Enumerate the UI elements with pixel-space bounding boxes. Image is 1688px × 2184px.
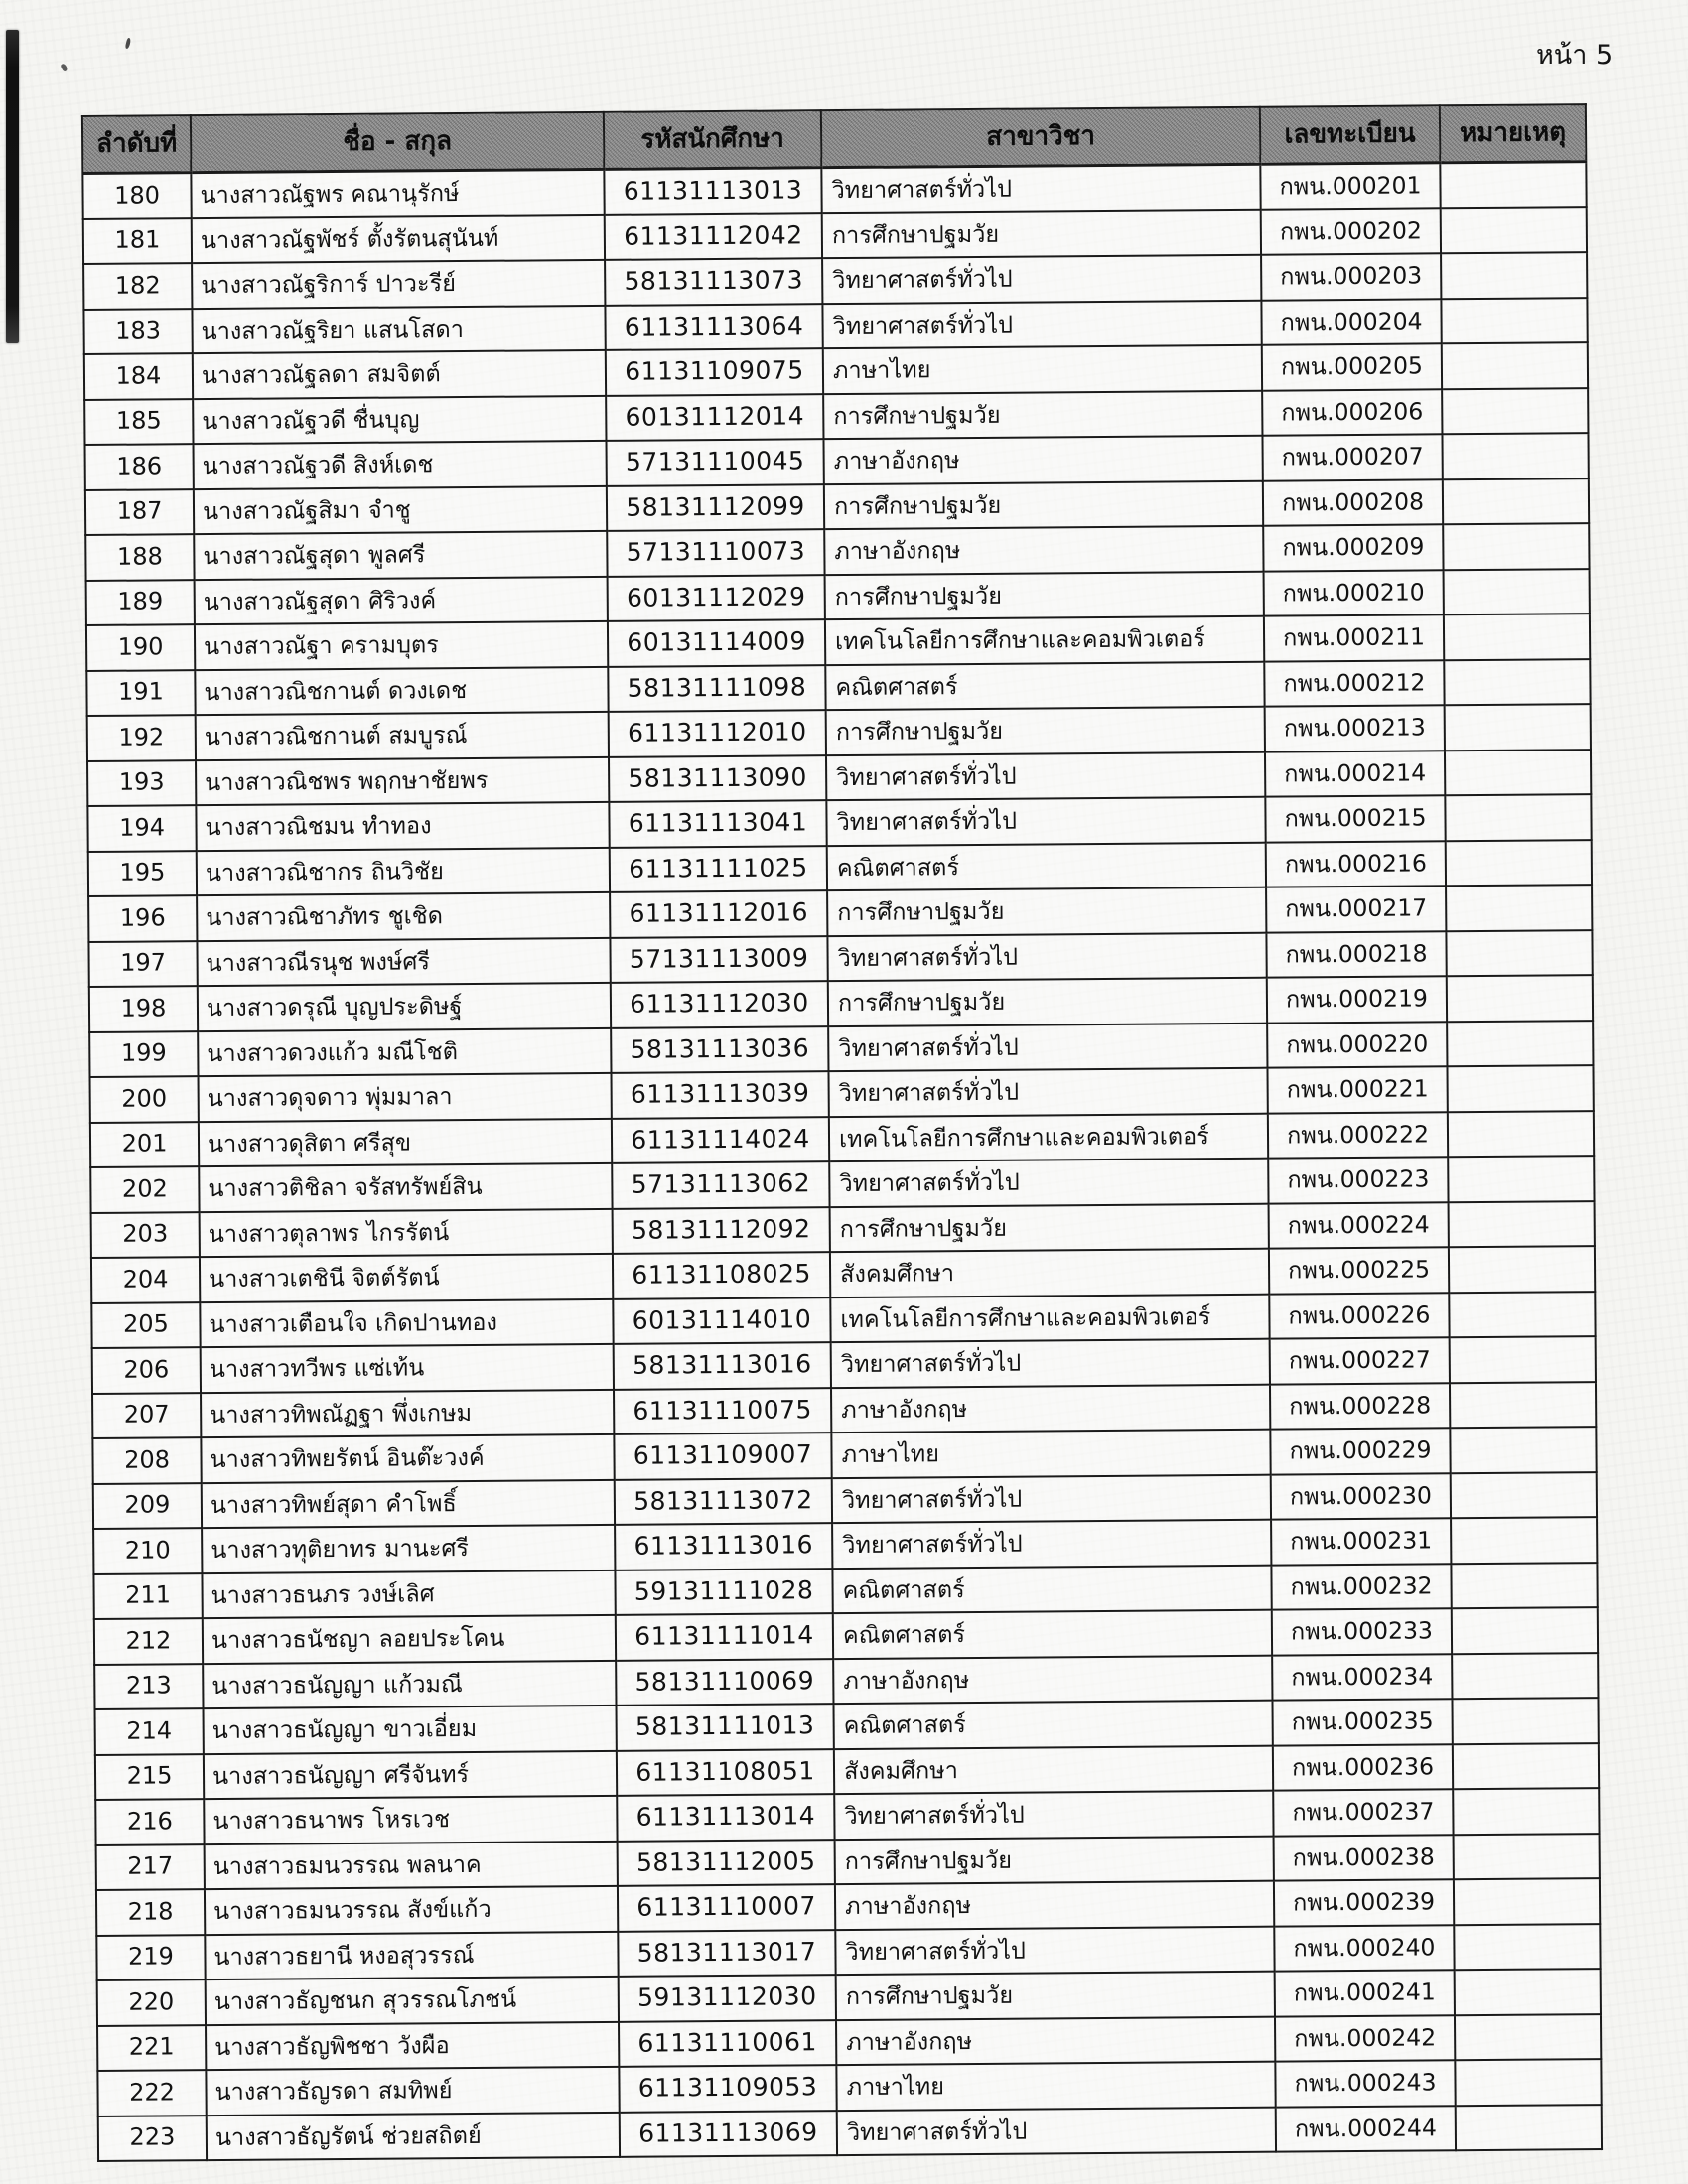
- cell-reg_no: กพน.000225: [1269, 1247, 1449, 1294]
- cell-reg_no: กพน.000220: [1267, 1022, 1447, 1068]
- student-registry: [81, 103, 1603, 2162]
- cell-reg_no: กพน.000207: [1262, 434, 1442, 480]
- student-table-body: [82, 162, 1602, 2161]
- cell-remark: [1454, 1834, 1600, 1880]
- cell-remark: [1443, 478, 1589, 525]
- column-header-remark: หมายเหตุ: [1440, 104, 1586, 163]
- cell-name: นางสาวธนัญญา ขาวเอี่ยม: [204, 1706, 617, 1754]
- cell-order: 187: [85, 489, 194, 535]
- cell-reg_no: กพน.000202: [1261, 208, 1441, 255]
- cell-student_id: 58131113072: [615, 1478, 832, 1525]
- cell-order: 181: [83, 218, 192, 264]
- cell-reg_no: กพน.000210: [1264, 570, 1444, 616]
- cell-reg_no: กพน.000242: [1275, 2015, 1455, 2062]
- cell-order: 186: [85, 444, 194, 489]
- cell-name: นางสาวณิชากร ถินวิชัย: [197, 847, 610, 895]
- cell-remark: [1453, 1788, 1599, 1835]
- cell-student_id: 61131113039: [611, 1071, 828, 1118]
- cell-major: วิทยาศาสตร์ทั่วไป: [837, 2107, 1276, 2155]
- cell-remark: [1455, 2059, 1601, 2106]
- cell-reg_no: กพน.000241: [1275, 1970, 1455, 2016]
- cell-name: นางสาวธัญรัตน์ ช่วยสถิตย์: [207, 2112, 620, 2160]
- cell-major: การศึกษาปฐมวัย: [827, 887, 1266, 936]
- cell-name: นางสาวทิพย์สุดา คำโพธิ์: [202, 1479, 615, 1528]
- cell-major: ภาษาไทย: [836, 2062, 1275, 2111]
- cell-major: วิทยาศาสตร์ทั่วไป: [829, 1159, 1268, 1207]
- cell-student_id: 60131112014: [606, 394, 823, 441]
- cell-order: 184: [84, 353, 193, 399]
- cell-reg_no: กพน.000228: [1270, 1383, 1450, 1430]
- cell-major: คณิตศาสตร์: [833, 1701, 1272, 1749]
- cell-major: คณิตศาสตร์: [833, 1610, 1272, 1659]
- cell-major: การศึกษาปฐมวัย: [828, 978, 1267, 1026]
- cell-major: การศึกษาปฐมวัย: [835, 1836, 1274, 1884]
- cell-order: 189: [86, 580, 195, 625]
- cell-name: นางสาวณัฐลดา สมจิตต์: [193, 350, 606, 399]
- cell-order: 196: [88, 895, 197, 941]
- cell-student_id: 58131111098: [608, 665, 825, 712]
- cell-name: นางสาวตุลาพร ไกรรัตน์: [200, 1208, 613, 1257]
- cell-remark: [1449, 1246, 1595, 1293]
- cell-order: 191: [86, 670, 195, 716]
- cell-student_id: 59131111028: [615, 1569, 832, 1615]
- cell-order: 211: [93, 1573, 202, 1619]
- cell-major: ภาษาไทย: [831, 1430, 1270, 1478]
- cell-remark: [1446, 885, 1592, 931]
- cell-name: นางสาวทิพยรัตน์ อินต๊ะวงค์: [201, 1434, 614, 1483]
- cell-order: 223: [98, 2116, 207, 2161]
- cell-student_id: 57131110073: [607, 529, 824, 576]
- cell-major: ภาษาอังกฤษ: [824, 526, 1263, 575]
- cell-remark: [1446, 930, 1592, 977]
- cell-remark: [1455, 2014, 1601, 2061]
- cell-student_id: 61131113016: [615, 1523, 832, 1570]
- cell-order: 216: [95, 1799, 204, 1844]
- cell-major: วิทยาศาสตร์ทั่วไป: [822, 300, 1261, 348]
- cell-name: นางสาวณัฐริการ์ ปาวะรีย์: [192, 260, 605, 309]
- cell-student_id: 61131111025: [610, 846, 827, 892]
- cell-order: 203: [91, 1212, 200, 1258]
- cell-remark: [1454, 1878, 1600, 1925]
- cell-major: ภาษาไทย: [823, 345, 1262, 394]
- cell-student_id: 61131113041: [609, 800, 826, 847]
- cell-order: 194: [87, 805, 196, 851]
- cell-remark: [1450, 1336, 1596, 1383]
- cell-student_id: 58131113036: [611, 1026, 828, 1073]
- cell-remark: [1444, 659, 1590, 706]
- cell-order: 213: [94, 1664, 203, 1709]
- cell-major: การศึกษาปฐมวัย: [836, 1972, 1275, 2020]
- cell-remark: [1445, 704, 1591, 751]
- cell-major: วิทยาศาสตร์ทั่วไป: [834, 1791, 1273, 1840]
- cell-name: นางสาวธนัญญา ศรีจันทร์: [204, 1750, 617, 1799]
- cell-name: นางสาวเตชินี จิตต์รัตน์: [200, 1254, 613, 1302]
- cell-order: 200: [90, 1076, 199, 1122]
- cell-remark: [1451, 1517, 1597, 1564]
- cell-reg_no: กพน.000215: [1265, 795, 1445, 842]
- cell-remark: [1452, 1607, 1598, 1654]
- cell-name: นางสาวธมนวรรณ พลนาค: [205, 1841, 618, 1889]
- cell-reg_no: กพน.000218: [1266, 931, 1446, 978]
- cell-student_id: 61131114024: [612, 1117, 829, 1163]
- cell-order: 214: [95, 1708, 204, 1754]
- cell-order: 207: [92, 1393, 201, 1438]
- cell-name: นางสาวณัฐวดี ชื่นบุญ: [193, 395, 606, 444]
- cell-major: คณิตศาสตร์: [832, 1565, 1271, 1613]
- cell-reg_no: กพน.000224: [1269, 1202, 1449, 1249]
- cell-student_id: 61131110075: [614, 1388, 831, 1434]
- cell-name: นางสาวทิพณัฏฐา พึ่งเกษม: [201, 1389, 614, 1437]
- cell-order: 195: [88, 851, 197, 896]
- cell-major: วิทยาศาสตร์ทั่วไป: [832, 1520, 1271, 1569]
- scan-speck: [125, 38, 132, 50]
- cell-order: 205: [91, 1302, 200, 1348]
- cell-remark: [1447, 1021, 1593, 1067]
- cell-major: คณิตศาสตร์: [825, 661, 1264, 710]
- cell-order: 183: [83, 309, 192, 354]
- cell-order: 219: [96, 1935, 205, 1980]
- cell-name: นางสาวธนภร วงษ์เลิศ: [202, 1570, 615, 1618]
- cell-remark: [1445, 794, 1591, 841]
- cell-major: ภาษาอังกฤษ: [836, 2016, 1275, 2065]
- column-header-name: ชื่อ - สกุล: [191, 112, 604, 173]
- cell-remark: [1456, 2105, 1602, 2151]
- cell-reg_no: กพน.000238: [1274, 1835, 1454, 1881]
- cell-student_id: 61131113069: [620, 2111, 837, 2157]
- cell-order: 217: [96, 1844, 205, 1890]
- cell-name: นางสาวดุสิตา ศรีสุข: [199, 1118, 612, 1166]
- cell-reg_no: กพน.000240: [1274, 1925, 1454, 1972]
- cell-reg_no: กพน.000223: [1268, 1157, 1448, 1203]
- cell-remark: [1446, 840, 1592, 887]
- cell-student_id: 58131110069: [616, 1659, 833, 1706]
- cell-student_id: 58131111013: [616, 1704, 833, 1750]
- cell-student_id: 61131113014: [617, 1794, 834, 1841]
- cell-major: วิทยาศาสตร์ทั่วไป: [826, 797, 1265, 846]
- cell-major: วิทยาศาสตร์ทั่วไป: [822, 255, 1261, 304]
- cell-remark: [1442, 433, 1588, 479]
- cell-major: เทคโนโลยีการศึกษาและคอมพิวเตอร์: [830, 1294, 1269, 1342]
- cell-student_id: 58131113017: [618, 1930, 835, 1977]
- cell-student_id: 61131113064: [605, 304, 822, 350]
- cell-student_id: 60131114009: [608, 619, 825, 666]
- cell-order: 193: [87, 760, 196, 806]
- cell-order: 182: [83, 263, 192, 309]
- cell-remark: [1450, 1382, 1596, 1429]
- cell-reg_no: กพน.000236: [1273, 1744, 1453, 1791]
- cell-name: นางสาวณัฐสิมา จำชู: [194, 485, 607, 534]
- cell-order: 210: [93, 1528, 202, 1573]
- cell-order: 208: [92, 1437, 201, 1483]
- cell-name: นางสาวดุจดาว พุ่มมาลา: [199, 1073, 612, 1122]
- cell-major: การศึกษาปฐมวัย: [830, 1203, 1269, 1252]
- cell-name: นางสาวณีรนุช พงษ์ศรี: [197, 937, 610, 986]
- cell-reg_no: กพน.000232: [1271, 1564, 1451, 1610]
- cell-order: 218: [96, 1889, 205, 1935]
- cell-major: ภาษาอังกฤษ: [835, 1881, 1274, 1930]
- cell-order: 204: [91, 1257, 200, 1302]
- cell-order: 180: [82, 173, 191, 219]
- cell-order: 222: [97, 2070, 206, 2116]
- cell-name: นางสาวณัฐสุดา ศิริวงค์: [195, 576, 608, 624]
- cell-name: นางสาวณัฐา ครามบุตร: [195, 621, 608, 670]
- column-header-major: สาขาวิชา: [821, 107, 1260, 168]
- cell-remark: [1443, 523, 1589, 570]
- cell-reg_no: กพน.000209: [1263, 524, 1443, 571]
- column-header-student-id: รหัสนักศึกษา: [604, 110, 821, 169]
- cell-major: วิทยาศาสตร์ทั่วไป: [821, 164, 1260, 212]
- cell-reg_no: กพน.000208: [1263, 479, 1443, 526]
- cell-student_id: 60131112029: [608, 575, 825, 621]
- cell-order: 220: [97, 1979, 206, 2025]
- column-header-registration-no: เลขทะเบียน: [1260, 105, 1440, 164]
- cell-name: นางสาวธนาพร โหรเวช: [204, 1796, 617, 1844]
- cell-order: 199: [89, 1031, 198, 1077]
- cell-reg_no: กพน.000217: [1266, 886, 1446, 932]
- cell-reg_no: กพน.000243: [1275, 2060, 1455, 2107]
- cell-reg_no: กพน.000234: [1272, 1654, 1452, 1701]
- cell-student_id: 61131110061: [619, 2020, 836, 2067]
- cell-name: นางสาวณิชมน ทำทอง: [196, 802, 609, 851]
- cell-reg_no: กพน.000212: [1264, 660, 1444, 707]
- cell-name: นางสาวธัญพิชชา วังผือ: [206, 2021, 619, 2070]
- cell-major: สังคมศึกษา: [830, 1249, 1269, 1297]
- scan-artifact-strip: [6, 30, 19, 343]
- cell-major: สังคมศึกษา: [834, 1745, 1273, 1794]
- cell-reg_no: กพน.000203: [1261, 253, 1441, 300]
- cell-name: นางสาวณิชกานต์ สมบูรณ์: [196, 712, 609, 760]
- cell-reg_no: กพน.000213: [1265, 705, 1445, 751]
- cell-remark: [1449, 1201, 1595, 1248]
- cell-order: 202: [90, 1166, 199, 1212]
- cell-reg_no: กพน.000226: [1269, 1293, 1449, 1339]
- cell-reg_no: กพน.000229: [1270, 1428, 1450, 1474]
- column-header-order: ลำดับที่: [82, 115, 191, 173]
- cell-student_id: 57131113062: [612, 1161, 829, 1208]
- cell-major: การศึกษาปฐมวัย: [826, 707, 1265, 755]
- cell-order: 209: [93, 1483, 202, 1529]
- cell-student_id: 58131113016: [614, 1342, 831, 1389]
- cell-name: นางสาวณัฐพร คณานุรักษ์: [191, 169, 604, 217]
- cell-name: นางสาวธัญชนก สุวรรณโภชน์: [206, 1977, 619, 2025]
- cell-remark: [1442, 388, 1588, 435]
- cell-major: ภาษาอังกฤษ: [833, 1655, 1272, 1704]
- cell-remark: [1441, 298, 1587, 344]
- cell-order: 197: [88, 941, 197, 987]
- cell-order: 221: [97, 2025, 206, 2071]
- cell-order: 215: [95, 1754, 204, 1800]
- cell-student_id: 61131112010: [609, 710, 826, 756]
- cell-reg_no: กพน.000205: [1262, 343, 1442, 390]
- cell-reg_no: กพน.000219: [1267, 976, 1447, 1023]
- cell-student_id: 57131110045: [606, 439, 823, 485]
- cell-name: นางสาวทวีพร แซ่เท้น: [201, 1344, 614, 1393]
- cell-reg_no: กพน.000216: [1266, 841, 1446, 887]
- cell-remark: [1452, 1698, 1598, 1744]
- cell-remark: [1448, 1111, 1594, 1158]
- cell-remark: [1453, 1743, 1599, 1790]
- cell-reg_no: กพน.000204: [1261, 299, 1441, 345]
- cell-student_id: 58131113090: [609, 755, 826, 802]
- cell-student_id: 57131113009: [610, 936, 827, 983]
- cell-major: การศึกษาปฐมวัย: [822, 209, 1261, 258]
- cell-remark: [1441, 207, 1587, 254]
- cell-name: นางสาวธัญรดา สมทิพย์: [206, 2067, 619, 2116]
- cell-student_id: 58131113073: [605, 258, 822, 305]
- cell-major: วิทยาศาสตร์ทั่วไป: [831, 1339, 1270, 1388]
- cell-student_id: 58131112099: [607, 484, 824, 531]
- cell-major: วิทยาศาสตร์ทั่วไป: [832, 1474, 1271, 1523]
- cell-student_id: 61131112042: [605, 213, 822, 260]
- cell-reg_no: กพน.000239: [1274, 1879, 1454, 1926]
- cell-reg_no: กพน.000214: [1265, 751, 1445, 797]
- cell-remark: [1444, 614, 1590, 660]
- cell-major: เทคโนโลยีการศึกษาและคอมพิวเตอร์: [825, 616, 1264, 665]
- cell-order: 185: [84, 399, 193, 445]
- cell-remark: [1451, 1563, 1597, 1609]
- cell-major: เทคโนโลยีการศึกษาและคอมพิวเตอร์: [829, 1113, 1268, 1161]
- cell-major: วิทยาศาสตร์ทั่วไป: [827, 932, 1266, 981]
- cell-name: นางสาวติชิลา จรัสทรัพย์สิน: [199, 1163, 612, 1212]
- cell-reg_no: กพน.000244: [1276, 2106, 1456, 2152]
- cell-reg_no: กพน.000221: [1267, 1066, 1447, 1113]
- cell-student_id: 61131112016: [610, 890, 827, 937]
- cell-student_id: 61131109053: [619, 2065, 836, 2112]
- cell-remark: [1451, 1472, 1597, 1519]
- cell-name: นางสาวณัฐวดี สิงห์เดช: [194, 441, 607, 489]
- cell-remark: [1441, 252, 1587, 299]
- cell-name: นางสาวเตือนใจ เกิดปานทอง: [200, 1298, 613, 1347]
- page-number: หน้า 5: [1536, 40, 1614, 70]
- cell-reg_no: กพน.000235: [1272, 1699, 1452, 1745]
- student-registry-table: [81, 103, 1603, 2162]
- cell-name: นางสาวทุติยาทร มานะศรี: [202, 1525, 615, 1573]
- cell-name: นางสาวดรุณี บุญประดิษฐ์: [198, 983, 611, 1031]
- cell-major: วิทยาศาสตร์ทั่วไป: [828, 1023, 1267, 1071]
- cell-major: วิทยาศาสตร์ทั่วไป: [828, 1068, 1267, 1117]
- cell-remark: [1447, 975, 1593, 1022]
- cell-student_id: 61131109007: [614, 1433, 831, 1479]
- cell-student_id: 58131112092: [613, 1207, 830, 1254]
- cell-order: 190: [86, 624, 195, 670]
- cell-name: นางสาวณัฐสุดา พูลศรี: [194, 531, 607, 580]
- cell-name: นางสาวธนัญญา แก้วมณี: [203, 1660, 616, 1708]
- cell-name: นางสาวณิชพร พฤกษาชัยพร: [196, 756, 609, 805]
- cell-reg_no: กพน.000222: [1268, 1112, 1448, 1159]
- cell-major: ภาษาอังกฤษ: [831, 1384, 1270, 1433]
- cell-remark: [1454, 1924, 1600, 1971]
- cell-remark: [1449, 1292, 1595, 1338]
- cell-order: 206: [92, 1347, 201, 1393]
- cell-name: นางสาวณิชกานต์ ดวงเดช: [195, 666, 608, 715]
- cell-student_id: 61131112030: [611, 981, 828, 1027]
- cell-name: นางสาวณัฐริยา แสนโสดา: [192, 305, 605, 353]
- cell-order: 192: [87, 715, 196, 760]
- cell-remark: [1452, 1653, 1598, 1700]
- cell-order: 188: [85, 534, 194, 580]
- cell-reg_no: กพน.000211: [1264, 614, 1444, 661]
- cell-remark: [1450, 1427, 1596, 1473]
- cell-order: 201: [90, 1122, 199, 1167]
- cell-student_id: 61131113013: [604, 168, 821, 215]
- cell-reg_no: กพน.000230: [1271, 1473, 1451, 1520]
- cell-reg_no: กพน.000233: [1272, 1608, 1452, 1655]
- cell-order: 198: [89, 986, 198, 1031]
- scan-speck: [60, 63, 68, 71]
- cell-remark: [1445, 750, 1591, 796]
- cell-name: นางสาวธนัชญา ลอยประโคน: [203, 1615, 616, 1664]
- cell-student_id: 61131109075: [606, 348, 823, 395]
- cell-major: วิทยาศาสตร์ทั่วไป: [826, 751, 1265, 800]
- cell-order: 212: [94, 1618, 203, 1664]
- cell-name: นางสาวณัฐพัชร์ ตั้งรัตนสุนันท์: [192, 214, 605, 263]
- cell-name: นางสาวธยานี หงอสุวรรณ์: [205, 1931, 618, 1979]
- cell-reg_no: กพน.000206: [1262, 389, 1442, 436]
- cell-student_id: 61131108025: [613, 1252, 830, 1298]
- cell-name: นางสาวธมนวรรณ สังข์แก้ว: [205, 1886, 618, 1935]
- cell-student_id: 61131108051: [617, 1749, 834, 1796]
- cell-major: การศึกษาปฐมวัย: [825, 571, 1264, 619]
- cell-major: คณิตศาสตร์: [827, 842, 1266, 890]
- cell-student_id: 61131110007: [618, 1884, 835, 1931]
- cell-name: นางสาวณิชาภัทร ชูเชิด: [197, 892, 610, 941]
- cell-reg_no: กพน.000231: [1271, 1518, 1451, 1565]
- cell-student_id: 58131112005: [618, 1840, 835, 1886]
- cell-remark: [1442, 342, 1588, 389]
- cell-name: นางสาวดวงแก้ว มณีโชติ: [198, 1027, 611, 1076]
- cell-remark: [1444, 569, 1590, 615]
- cell-reg_no: กพน.000201: [1260, 163, 1440, 209]
- cell-remark: [1440, 162, 1586, 208]
- cell-remark: [1448, 1156, 1594, 1202]
- cell-student_id: 59131112030: [619, 1975, 836, 2021]
- cell-major: การศึกษาปฐมวัย: [823, 390, 1262, 439]
- cell-student_id: 60131114010: [613, 1297, 830, 1344]
- cell-major: ภาษาอังกฤษ: [823, 436, 1262, 484]
- cell-remark: [1447, 1065, 1593, 1112]
- cell-reg_no: กพน.000237: [1273, 1789, 1453, 1836]
- cell-remark: [1455, 1969, 1601, 2015]
- cell-major: วิทยาศาสตร์ทั่วไป: [835, 1926, 1274, 1975]
- cell-major: การศึกษาปฐมวัย: [824, 480, 1263, 529]
- cell-reg_no: กพน.000227: [1270, 1337, 1450, 1384]
- cell-student_id: 61131111014: [616, 1613, 833, 1660]
